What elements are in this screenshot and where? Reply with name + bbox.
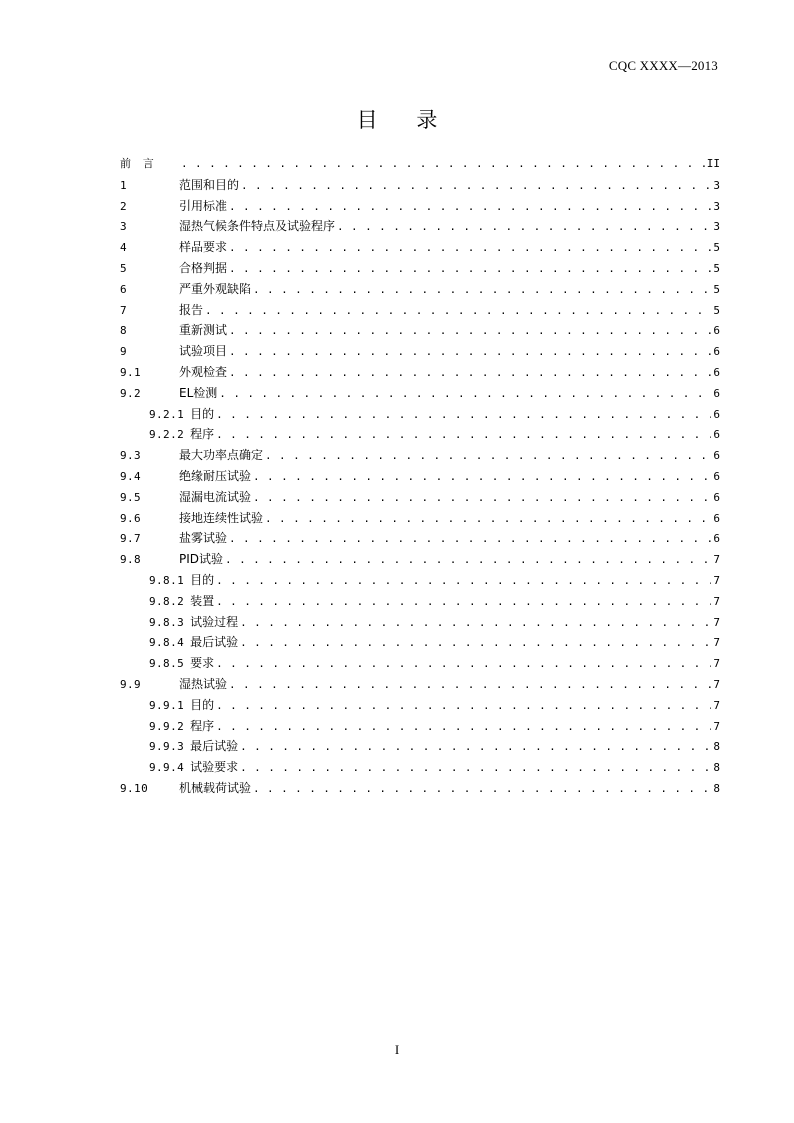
toc-entry-label: 湿热气候条件特点及试验程序 (179, 219, 336, 234)
toc-entry-label: 报告 (179, 302, 204, 317)
toc-dot-leader (181, 154, 705, 175)
toc-dot-leader (229, 238, 711, 258)
toc-entry-label: PID试验 (179, 552, 224, 567)
toc-entry-page: 7 (713, 573, 720, 587)
toc-dot-leader (253, 467, 711, 487)
toc-entry[interactable] (120, 591, 720, 612)
toc-dot-leader (337, 217, 711, 237)
toc-entry[interactable] (120, 757, 720, 778)
toc-entry-label: 绝缘耐压试验 (179, 468, 252, 483)
toc-entry-page: 8 (713, 781, 720, 795)
toc-entry-label: 接地连续性试验 (179, 510, 264, 525)
toc-entry-number: 9.3 (120, 449, 142, 463)
toc-entry[interactable] (120, 612, 720, 633)
toc-entry[interactable] (120, 216, 720, 237)
toc-entry-number: 9.10 (120, 781, 149, 795)
toc-entry[interactable] (120, 528, 720, 549)
toc-entry[interactable] (120, 487, 720, 508)
toc-entry-number: 9.8.4 (149, 636, 185, 650)
toc-entry[interactable] (120, 716, 720, 737)
toc-entry-page: 6 (713, 365, 720, 379)
toc-dot-leader (229, 259, 711, 279)
toc-entry-label: 程序 (190, 718, 215, 733)
toc-entry-label: 范围和目的 (179, 177, 240, 192)
toc-entry-number: 2 (120, 199, 128, 213)
toc-entry-number: 9.6 (120, 511, 142, 525)
toc-dot-leader (229, 321, 711, 341)
toc-entry[interactable] (120, 695, 720, 716)
toc-entry-number: 9.8.3 (149, 615, 185, 629)
header-rule (120, 78, 718, 79)
toc-entry-label: 装置 (190, 593, 215, 608)
toc-entry-number: 1 (120, 178, 128, 192)
toc-entry[interactable] (120, 508, 720, 529)
toc-entry[interactable] (120, 383, 720, 404)
toc-entry-label: 引用标准 (179, 198, 228, 213)
toc-entry-label: 湿热试验 (179, 676, 228, 691)
document-code-header: CQC XXXX—2013 (608, 58, 718, 73)
toc-entry[interactable] (120, 445, 720, 466)
toc-entry-number: 6 (120, 282, 128, 296)
toc-entry-page: 6 (713, 428, 720, 442)
toc-entry-label: 试验要求 (190, 760, 239, 775)
toc-dot-leader (253, 280, 711, 300)
toc-dot-leader (216, 696, 711, 716)
toc-entry-label: 外观检查 (179, 364, 228, 379)
toc-dot-leader (229, 342, 711, 362)
toc-entry-label: 机械载荷试验 (179, 780, 252, 795)
toc-entry[interactable] (120, 341, 720, 362)
toc-entry-number: 9.2.1 (149, 407, 185, 421)
toc-entry-label: 目的 (190, 697, 215, 712)
toc-entry[interactable] (120, 362, 720, 383)
toc-entry-label: 要求 (190, 656, 215, 671)
toc-entry[interactable] (120, 653, 720, 674)
toc-entry-page: 5 (713, 261, 720, 275)
toc-entry-page: 7 (713, 594, 720, 608)
toc-entry-number: 9.9.2 (149, 719, 185, 733)
toc-entry-number: 9.8.2 (149, 594, 185, 608)
toc-entry-page: 7 (713, 657, 720, 671)
toc-entry-page: 7 (713, 677, 720, 691)
toc-entry-number: 9.9 (120, 677, 142, 691)
toc-entry-page: 7 (713, 719, 720, 733)
toc-entry-number: 9.8 (120, 553, 142, 567)
toc-entry-label: 试验过程 (190, 614, 239, 629)
toc-entry-page: 7 (713, 636, 720, 650)
toc-entry-label: 目的 (190, 572, 215, 587)
toc-entry-page: 6 (713, 490, 720, 504)
toc-entry-number: 9 (120, 345, 128, 359)
toc-entry[interactable] (120, 466, 720, 487)
toc-entry-label: 试验项目 (179, 344, 228, 359)
toc-entry-number: 9.2.2 (149, 428, 185, 442)
toc-entry-number: 9.9.4 (149, 761, 185, 775)
toc-entry[interactable] (120, 424, 720, 445)
toc-entry[interactable] (120, 570, 720, 591)
toc-entry-page: 6 (713, 469, 720, 483)
toc-entry[interactable] (120, 674, 720, 695)
toc-dot-leader (240, 758, 711, 778)
toc-entry-page: 6 (713, 449, 720, 463)
toc-entry-label: 最后试验 (190, 739, 239, 754)
toc-entry-page: 6 (713, 345, 720, 359)
toc-dot-leader (253, 779, 711, 799)
toc-entry-page: 7 (713, 698, 720, 712)
toc-entry-label: 目的 (190, 406, 215, 421)
toc-entry-label: 合格判据 (179, 260, 228, 275)
toc-entry-label: 严重外观缺陷 (179, 281, 252, 296)
toc-entry-page: 6 (713, 324, 720, 338)
toc-entry-page: II (706, 157, 720, 170)
toc-dot-leader (216, 654, 711, 674)
toc-entry-page: 8 (713, 740, 720, 754)
toc-entry-number: 9.7 (120, 532, 142, 546)
toc-entry[interactable] (120, 736, 720, 757)
toc-dot-leader (216, 405, 711, 425)
toc-entry[interactable] (120, 175, 720, 196)
toc-dot-leader (205, 301, 711, 321)
toc-entry-number: 9.5 (120, 490, 142, 504)
toc-entry-number: 5 (120, 261, 128, 275)
toc-entry[interactable] (120, 154, 720, 175)
toc-dot-leader (225, 550, 711, 570)
toc-entry-number: 7 (120, 303, 128, 317)
toc-entry-number: 9.4 (120, 469, 142, 483)
toc-dot-leader (216, 425, 711, 445)
toc-dot-leader (240, 613, 711, 633)
toc-dot-leader (240, 633, 711, 653)
toc-dot-leader (241, 176, 711, 196)
toc-entry-number: 9.2 (120, 386, 142, 400)
toc-dot-leader (216, 571, 711, 591)
toc-entry-label: 样品要求 (179, 240, 228, 255)
toc-entry-page: 6 (713, 386, 720, 400)
toc-dot-leader (265, 509, 711, 529)
toc-entry-label: 程序 (190, 427, 215, 442)
toc-entry-label: 最后试验 (190, 635, 239, 650)
toc-entry[interactable] (120, 320, 720, 341)
table-of-contents (120, 154, 720, 799)
toc-dot-leader (216, 592, 711, 612)
toc-entry-number: 9.9.1 (149, 698, 185, 712)
toc-dot-leader (229, 529, 711, 549)
toc-entry-number: 4 (120, 241, 128, 255)
toc-entry-page: 3 (713, 199, 720, 213)
toc-entry-page: 7 (713, 553, 720, 567)
page-number: I (394, 1042, 400, 1057)
toc-entry-page: 8 (713, 761, 720, 775)
toc-entry-label: 盐雾试验 (179, 531, 228, 546)
toc-dot-leader (265, 446, 711, 466)
toc-entry-label: EL检测 (179, 385, 218, 400)
toc-dot-leader (219, 384, 711, 404)
toc-entry[interactable] (120, 300, 720, 321)
toc-entry-number: 3 (120, 220, 128, 234)
toc-entry[interactable] (120, 196, 720, 217)
toc-entry-number: 9.9.3 (149, 740, 185, 754)
toc-entry-label: 湿漏电流试验 (179, 489, 252, 504)
toc-entry-page: 6 (713, 407, 720, 421)
toc-entry[interactable] (120, 778, 720, 799)
toc-entry[interactable] (120, 258, 720, 279)
toc-entry-label: 重新测试 (179, 323, 228, 338)
toc-entry-number: 9.1 (120, 365, 142, 379)
toc-entry-page: 6 (713, 532, 720, 546)
toc-dot-leader (216, 717, 711, 737)
toc-entry[interactable] (120, 237, 720, 258)
toc-entry-page: 5 (713, 303, 720, 317)
toc-entry[interactable] (120, 279, 720, 300)
toc-entry[interactable] (120, 549, 720, 570)
toc-dot-leader (229, 197, 711, 217)
toc-entry[interactable] (120, 632, 720, 653)
page-title: 目 录 (356, 108, 454, 132)
toc-dot-leader (240, 737, 711, 757)
toc-entry-number: 前 言 (120, 157, 155, 170)
toc-entry-page: 3 (713, 178, 720, 192)
toc-entry-number: 9.8.5 (149, 657, 185, 671)
toc-entry-label: 最大功率点确定 (179, 448, 264, 463)
toc-entry-number: 8 (120, 324, 128, 338)
toc-entry-page: 5 (713, 241, 720, 255)
toc-entry-page: 6 (713, 511, 720, 525)
toc-entry-page: 5 (713, 282, 720, 296)
toc-dot-leader (229, 675, 711, 695)
toc-entry-number: 9.8.1 (149, 573, 185, 587)
toc-entry-page: 3 (713, 220, 720, 234)
toc-dot-leader (229, 363, 711, 383)
toc-entry-page: 7 (713, 615, 720, 629)
toc-dot-leader (253, 488, 711, 508)
toc-entry[interactable] (120, 404, 720, 425)
